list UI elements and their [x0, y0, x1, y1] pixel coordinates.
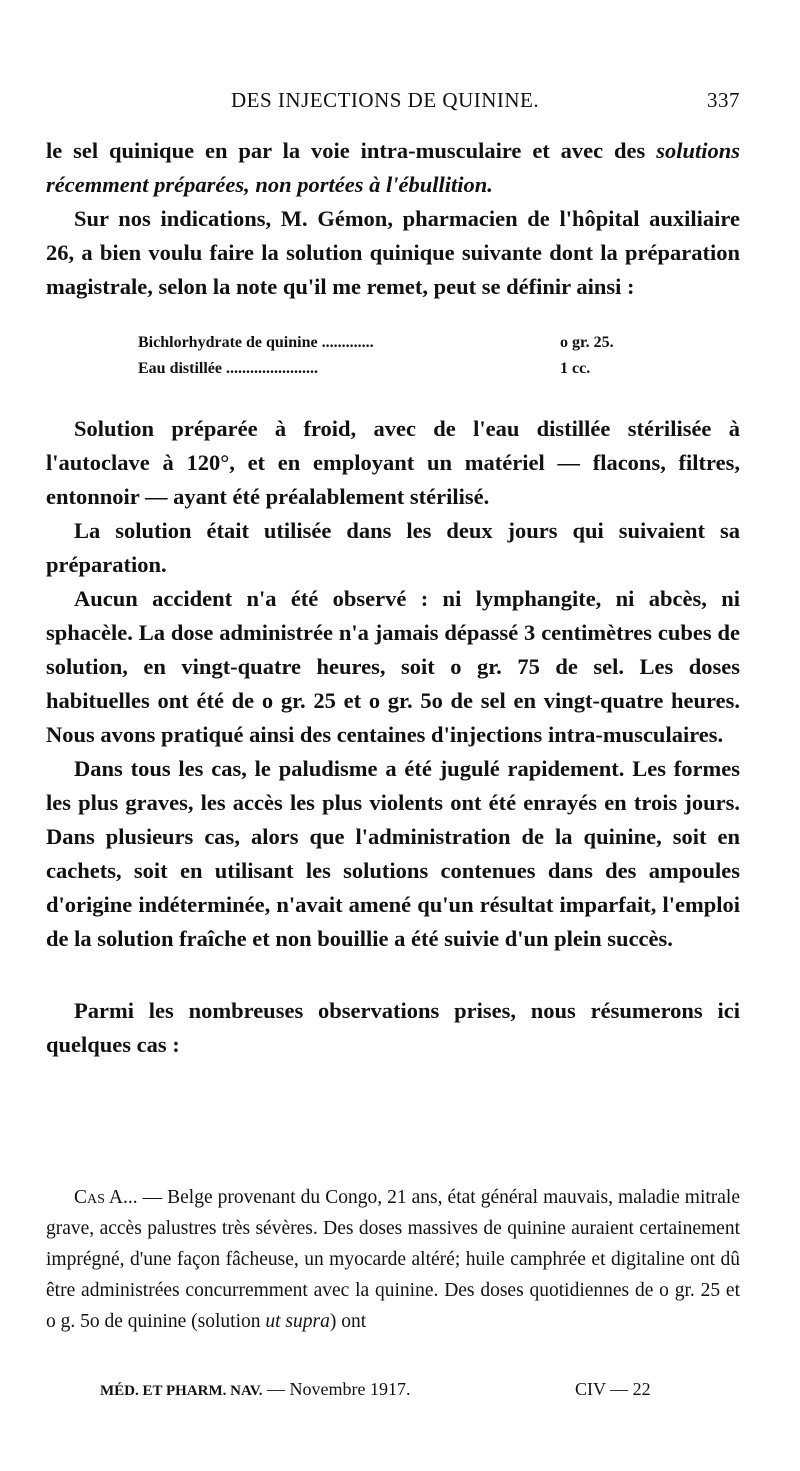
paragraph-3: Solution préparée à froid, avec de l'eau distillée stérilisée à l'autoclave à 120°, et en employant un matériel — flacons, filtres, entonnoir — ayant été préalablement stérilisé. [46, 416, 740, 509]
formula-table [46, 330, 740, 382]
case-label: Cas A... [74, 1187, 138, 1208]
observation-emphasis: ut supra [265, 1311, 330, 1332]
footer-date: — Novembre 1917. [262, 1379, 411, 1399]
running-head [46, 88, 740, 118]
observation-text: — Belge provenant du Congo, 21 ans, état général mauvais, maladie mitrale grave, accès palustres très sévères. Des doses massives de quinine auraient certainement imprégné, d'une façon fâcheuse, un myocarde altéré; huile camphrée et digitaline ont dû être administrées concurremment avec la quinine. Des doses quotidiennes de o gr. 25 et o g. 5o de quinine (solution [46, 1187, 740, 1332]
paragraph-4: La solution était utilisée dans les deux jours qui suivaient sa préparation. [46, 518, 740, 577]
page-footer [100, 1379, 740, 1407]
page-number: 337 [707, 88, 740, 112]
formula-row [46, 356, 740, 382]
section-gap [46, 956, 740, 994]
footer-journal: MÉD. ET PHARM. NAV. [100, 1383, 263, 1399]
formula-label: Bichlorhydrate de quinine ............. [138, 334, 374, 351]
formula-row [46, 330, 740, 356]
observation-case-a [46, 1182, 740, 1337]
observation-text-end: ) ont [329, 1311, 367, 1332]
paragraph-7: Parmi les nombreuses observations prises, nous résumerons ici quelques cas : [46, 998, 740, 1057]
formula-label: Eau distillée ....................... [138, 360, 319, 377]
footer-volume: CIV — 22 [575, 1379, 651, 1399]
paragraph-1-emphasis: solutions récemment préparées, non portées à l'ébullition. [46, 138, 740, 197]
formula-value: 1 cc. [560, 360, 591, 377]
paragraph-6: Dans tous les cas, le paludisme a été jugulé rapidement. Les formes les plus graves, les accès les plus violents ont été enrayés en trois jours. Dans plusieurs cas, alors que l'administration de la quinine, soit en cachets, soit en utilisant les solutions contenues dans des ampoules d'origine indéterminée, n'avait amené qu'un résultat imparfait, l'emploi de la solution fraîche et non bouillie a été suivie d'un plein succès. [46, 756, 740, 951]
paragraph-5: Aucun accident n'a été observé : ni lymphangite, ni abcès, ni sphacèle. La dose administrée n'a jamais dépassé 3 centimètres cubes de solution, en vingt-quatre heures, soit o gr. 75 de sel. Les doses habituelles ont été de o gr. 25 et o gr. 5o de sel en vingt-quatre heures. Nous avons pratiqué ainsi des centaines d'injections intra-musculaires. [46, 586, 740, 747]
footer-journal-line [100, 1379, 411, 1400]
running-title: DES INJECTIONS DE QUININE. [231, 88, 540, 112]
formula-value: o gr. 25. [560, 334, 614, 351]
body-text [46, 134, 740, 1062]
observation-paragraph [46, 1182, 740, 1337]
paragraph-1 [46, 134, 740, 202]
paragraph-1-text: le sel quinique en par la voie intra-musculaire et avec des [46, 138, 657, 163]
paragraph-2: Sur nos indications, M. Gémon, pharmacien de l'hôpital auxiliaire 26, a bien voulu faire la solution quinique suivante dont la préparation magistrale, selon la note qu'il me remet, peut se définir ainsi : [46, 206, 740, 299]
